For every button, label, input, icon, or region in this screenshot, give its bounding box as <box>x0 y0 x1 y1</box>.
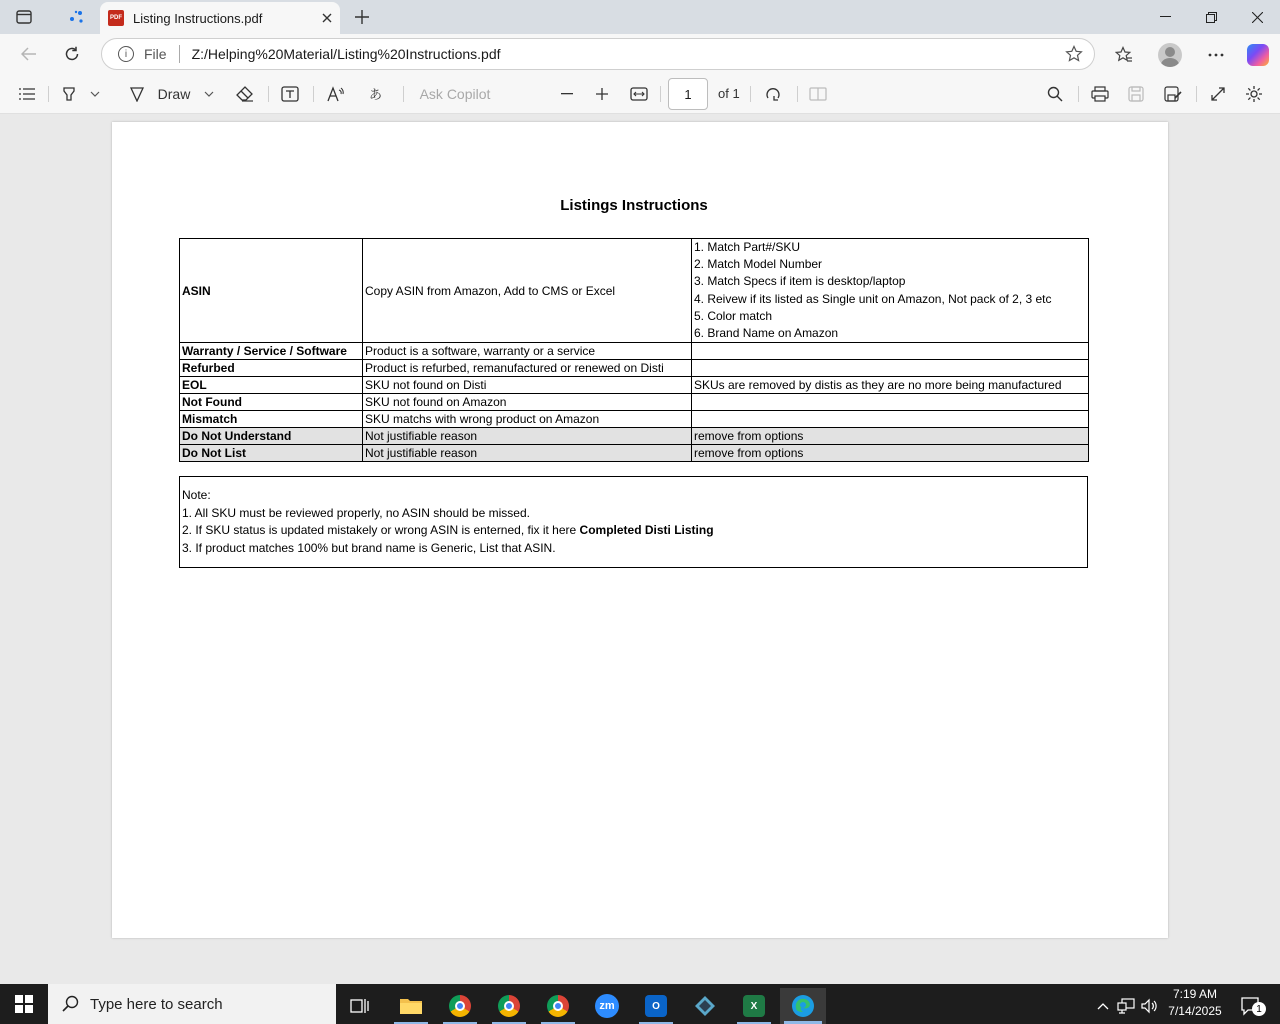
chrome-icon <box>547 995 569 1017</box>
row-key: Warranty / Service / Software <box>180 343 363 360</box>
outlook-button[interactable] <box>633 988 679 1024</box>
highlight-button[interactable] <box>58 81 80 107</box>
table-row <box>180 445 1089 462</box>
translate-button[interactable] <box>366 81 392 107</box>
toolbar-divider <box>268 86 269 102</box>
list-icon <box>19 88 35 100</box>
windows-logo-icon <box>15 995 33 1013</box>
eraser-icon <box>236 86 254 102</box>
search-icon <box>62 995 80 1013</box>
close-window-icon <box>1252 12 1263 23</box>
chevron-down-icon <box>90 91 100 97</box>
address-row <box>0 34 1280 74</box>
draw-tool-icon-button[interactable] <box>126 81 148 107</box>
pdf-viewer[interactable] <box>0 115 1280 982</box>
outlook-icon: O <box>645 995 667 1017</box>
chrome-profile-2-button[interactable] <box>486 988 532 1024</box>
row-note <box>692 394 1089 411</box>
notification-count-badge: 1 <box>1252 1002 1266 1016</box>
table-row <box>180 343 1089 360</box>
text-box-icon <box>281 86 299 102</box>
table-row <box>180 377 1089 394</box>
save-button[interactable] <box>1124 81 1148 107</box>
search-placeholder: Type here to search <box>90 995 223 1013</box>
fit-to-width-button[interactable] <box>627 81 651 107</box>
refresh-button[interactable] <box>57 40 87 68</box>
check-item: 2. Match Model Number <box>694 257 823 272</box>
zoom-out-button[interactable] <box>556 81 578 107</box>
zoom-icon: zm <box>595 994 619 1018</box>
more-dots-icon <box>1208 53 1224 57</box>
check-item: 5. Color match <box>694 308 773 323</box>
task-view-button[interactable] <box>337 988 383 1024</box>
app-button[interactable] <box>682 988 728 1024</box>
row-note <box>692 343 1089 360</box>
table-row <box>180 360 1089 377</box>
avatar <box>1158 43 1182 67</box>
taskbar <box>0 984 1280 1024</box>
page-view-button[interactable] <box>806 81 830 107</box>
star-icon <box>1065 45 1083 63</box>
toolbar-divider <box>797 86 798 102</box>
address-bar[interactable] <box>101 38 1095 70</box>
url-text[interactable]: Z:/Helping%20Material/Listing%20Instructions.pdf <box>191 46 501 62</box>
row-description: SKU not found on Amazon <box>363 394 692 411</box>
row-key: EOL <box>180 377 363 394</box>
favorites-button[interactable] <box>1110 42 1138 68</box>
page-total-label: of 1 <box>718 86 740 101</box>
tab-actions-icon <box>16 10 32 24</box>
note-text: 2. If SKU status is updated mistakely or wrong ASIN is enterned, fix it here <box>182 523 580 537</box>
chevron-down-icon <box>204 91 214 97</box>
clock-time: 7:19 AM <box>1172 987 1218 1001</box>
plus-icon <box>355 10 369 24</box>
add-text-button[interactable] <box>278 81 302 107</box>
toolbar-divider <box>313 86 314 102</box>
document-title: Listings Instructions <box>560 197 708 214</box>
fit-width-icon <box>630 87 648 101</box>
row-note: SKUs are removed by distis as they are no more being manufactured <box>692 377 1089 394</box>
chrome-icon <box>498 995 520 1017</box>
row-key: Do Not Understand <box>180 428 363 445</box>
volume-button[interactable] <box>1138 988 1162 1024</box>
gear-icon <box>1245 85 1263 103</box>
check-item: 4. Reivew if its listed as Single unit on Amazon, Not pack of 2, 3 etc <box>694 291 1052 306</box>
clock[interactable] <box>1162 986 1228 1020</box>
address-divider <box>179 45 180 63</box>
tab-strip <box>0 0 1280 34</box>
translate-icon <box>369 86 389 102</box>
rotate-button[interactable] <box>760 81 786 107</box>
svg-text:あ: あ <box>369 88 383 102</box>
close-window-button[interactable] <box>1234 0 1280 34</box>
chrome-icon <box>449 995 471 1017</box>
pdf-toolbar <box>0 74 1280 114</box>
workspaces-icon <box>67 8 85 26</box>
diamond-app-icon <box>694 995 716 1017</box>
refresh-icon <box>64 46 80 62</box>
table-row <box>180 411 1089 428</box>
find-button[interactable] <box>1043 81 1067 107</box>
row-key: Refurbed <box>180 360 363 377</box>
minus-icon <box>561 93 573 95</box>
save-as-icon <box>1164 86 1182 102</box>
highlighter-icon <box>61 86 77 102</box>
row-note <box>692 360 1089 377</box>
instructions-table <box>179 238 1089 462</box>
close-icon <box>322 13 332 23</box>
row-key: Mismatch <box>180 411 363 428</box>
taskbar-search-box[interactable] <box>48 984 336 1024</box>
info-icon[interactable]: i <box>118 46 134 62</box>
restore-icon <box>1206 12 1217 23</box>
note-line: 1. All SKU must be reviewed properly, no ASIN should be missed. <box>182 505 530 520</box>
zoom-button[interactable] <box>584 988 630 1024</box>
network-icon <box>1117 998 1135 1014</box>
notes-heading: Note: <box>182 488 211 502</box>
save-as-button[interactable] <box>1161 81 1185 107</box>
chevron-up-icon <box>1097 1002 1109 1010</box>
table-row <box>180 239 1089 343</box>
chrome-profile-3-button[interactable] <box>535 988 581 1024</box>
row-description: Not justifiable reason <box>363 428 692 445</box>
pdf-settings-button[interactable] <box>1242 81 1266 107</box>
tab-close-button[interactable] <box>314 5 340 31</box>
search-icon <box>1047 86 1063 102</box>
notifications-button[interactable] <box>1232 988 1268 1024</box>
draw-dropdown[interactable] <box>200 81 218 107</box>
row-key: Do Not List <box>180 445 363 462</box>
row-key: ASIN <box>180 239 363 343</box>
workspaces-button[interactable] <box>58 4 94 30</box>
browser-tab[interactable] <box>100 2 340 34</box>
favorites-icon <box>1115 46 1133 64</box>
note-line <box>182 522 1085 540</box>
tab-actions-button[interactable] <box>6 4 42 30</box>
erase-button[interactable] <box>233 81 257 107</box>
new-tab-button[interactable] <box>344 4 380 30</box>
table-row <box>180 394 1089 411</box>
restore-button[interactable] <box>1188 0 1234 34</box>
check-item: 6. Brand Name on Amazon <box>694 326 839 341</box>
toolbar-divider <box>1196 86 1197 102</box>
row-description: SKU not found on Disti <box>363 377 692 394</box>
edge-button[interactable] <box>780 988 826 1024</box>
settings-more-button[interactable] <box>1202 42 1230 68</box>
edge-icon <box>791 994 815 1018</box>
printer-icon <box>1091 86 1109 102</box>
speaker-icon <box>1141 998 1159 1014</box>
scheme-label: File <box>144 46 167 62</box>
draw-button[interactable]: Draw <box>157 86 191 102</box>
zoom-in-button[interactable] <box>591 81 613 107</box>
task-view-icon <box>350 997 370 1015</box>
folder-icon <box>399 996 423 1016</box>
print-button[interactable] <box>1088 81 1112 107</box>
minimize-icon <box>1160 16 1171 18</box>
check-item: 1. Match Part#/SKU <box>694 240 801 254</box>
row-key: Not Found <box>180 394 363 411</box>
toolbar-divider <box>750 86 751 102</box>
read-aloud-button[interactable] <box>324 81 348 107</box>
contents-button[interactable] <box>14 81 40 107</box>
show-hidden-icons-button[interactable] <box>1092 988 1114 1024</box>
toolbar-divider <box>660 86 661 102</box>
row-description: Not justifiable reason <box>363 445 692 462</box>
pdf-page <box>112 122 1168 938</box>
check-item: 3. Match Specs if item is desktop/laptop <box>694 274 906 289</box>
page-number-input[interactable]: 1 <box>668 78 708 110</box>
save-icon <box>1128 86 1144 102</box>
clock-date: 7/14/2025 <box>1168 1004 1222 1018</box>
file-explorer-button[interactable] <box>388 988 434 1024</box>
back-arrow-icon <box>21 47 37 61</box>
toolbar-divider <box>403 86 404 102</box>
row-note <box>692 411 1089 428</box>
plus-icon <box>596 88 608 100</box>
toolbar-divider <box>1078 86 1079 102</box>
row-description: Product is refurbed, remanufactured or renewed on Disti <box>363 360 692 377</box>
back-button[interactable] <box>14 40 44 68</box>
excel-button[interactable] <box>731 988 777 1024</box>
toolbar-divider <box>48 86 49 102</box>
row-description: Copy ASIN from Amazon, Add to CMS or Excel <box>363 239 692 343</box>
fullscreen-button[interactable] <box>1206 81 1230 107</box>
row-note: remove from options <box>692 445 1089 462</box>
expand-icon <box>1210 86 1226 102</box>
minimize-button[interactable] <box>1142 0 1188 34</box>
pdf-file-icon: PDF <box>108 10 124 26</box>
tab-title: Listing Instructions.pdf <box>133 10 263 26</box>
notes-box <box>179 476 1088 568</box>
table-row <box>180 428 1089 445</box>
network-button[interactable] <box>1114 988 1138 1024</box>
two-page-icon <box>809 87 827 101</box>
note-line: 3. If product matches 100% but brand name is Generic, List that ASIN. <box>182 540 556 555</box>
row-description: Product is a software, warranty or a service <box>363 343 692 360</box>
ask-copilot-button[interactable]: Ask Copilot <box>419 86 491 102</box>
copilot-button[interactable] <box>1244 42 1272 68</box>
highlight-dropdown[interactable] <box>86 81 104 107</box>
rotate-icon <box>764 85 782 103</box>
chrome-profile-1-button[interactable] <box>437 988 483 1024</box>
start-button[interactable] <box>0 984 48 1024</box>
excel-icon: X <box>743 995 765 1017</box>
asin-checks <box>692 239 1089 343</box>
read-aloud-icon <box>327 86 345 102</box>
copilot-icon <box>1247 44 1269 66</box>
row-note: remove from options <box>692 428 1089 445</box>
profile-button[interactable] <box>1156 42 1184 68</box>
favorite-star-button[interactable] <box>1060 40 1088 68</box>
row-description: SKU matchs with wrong product on Amazon <box>363 411 692 428</box>
pen-icon <box>129 86 145 102</box>
completed-disti-listing-link[interactable]: Completed Disti Listing <box>579 523 714 537</box>
